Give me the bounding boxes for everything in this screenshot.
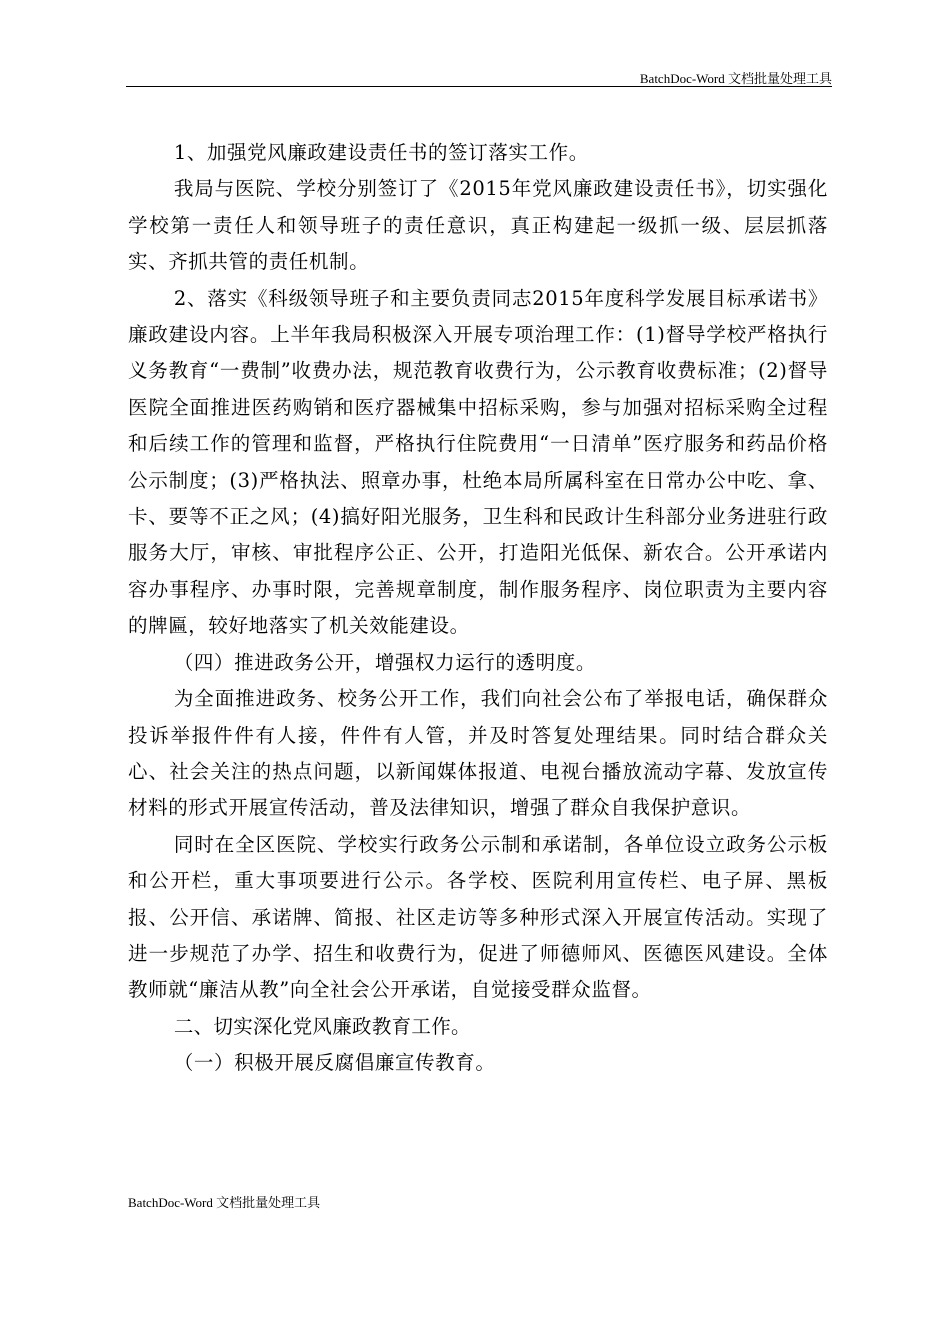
paragraph-2-commitment: 2、落实《科级领导班子和主要负责同志2015年度科学发展目标承诺书》廉政建设内容。上半年我局积极深入开展专项治理工作：(1)督导学校严格执行义务教育“一费制”收费办法，规范教育收费行为，公示教育收费标准；(2)督导医院全面推进医药购销和医疗器械集中招标采购，参与加强对招标采购全过程和后续工作的管理和监督，严格执行住院费用“一日清单”医疗服务和药品价格公示制度；(3)严格执法、照章办事，杜绝本局所属科室在日常办公中吃、拿、卡、要等不正之风；(4)搞好阳光服务，卫生科和民政计生科部分业务进驻行政服务大厅，审核、审批程序公正、公开，打造阳光低保、新农合。公开承诺内容办事程序、办事时限，完善规章制度，制作服务程序、岗位职责为主要内容的牌匾，较好地落实了机关效能建设。: [128, 286, 828, 638]
page-header: BatchDoc-Word 文档批量处理工具: [639, 71, 832, 86]
header-divider: [126, 86, 832, 87]
subsection-1-heading: （一）积极开展反腐倡廉宣传教育。: [173, 1051, 496, 1075]
paragraph-1-heading: 1、加强党风廉政建设责任书的签订落实工作。: [173, 141, 589, 164]
paragraph-public-affairs: 为全面推进政务、校务公开工作，我们向社会公布了举报电话，确保群众投诉举报件件有人接，件件有人管，并及时答复处理结果。同时结合群众关心、社会关注的热点问题，以新闻媒体报道、电视台播放流动字幕、发放宣传材料的形式开展宣传活动，普及法律知识，增强了群众自我保护意识。: [128, 687, 828, 820]
paragraph-disclosure-system: 同时在全区医院、学校实行政务公示制和承诺制，各单位设立政务公示板和公开栏，重大事项要进行公示。各学校、医院利用宣传栏、电子屏、黑板报、公开信、承诺牌、简报、社区走访等多种形式深入开展宣传活动。实现了进一步规范了办学、招生和收费行为，促进了师德师风、医德医风建设。全体教师就“廉洁从教”向全社会公开承诺，自觉接受群众监督。: [128, 832, 828, 1002]
paragraph-responsibility: 我局与医院、学校分别签订了《2015年党风廉政建设责任书》，切实强化学校第一责任人和领导班子的责任意识，真正构建起一级抓一级、层层抓落实、齐抓共管的责任机制。: [128, 177, 828, 274]
section-2-heading: 二、切实深化党风廉政教育工作。: [173, 1014, 471, 1038]
page-footer: BatchDoc-Word 文档批量处理工具: [128, 1195, 321, 1210]
document-body: [128, 135, 828, 1082]
section-4-heading: （四）推进政务公开，增强权力运行的透明度。: [173, 650, 596, 674]
